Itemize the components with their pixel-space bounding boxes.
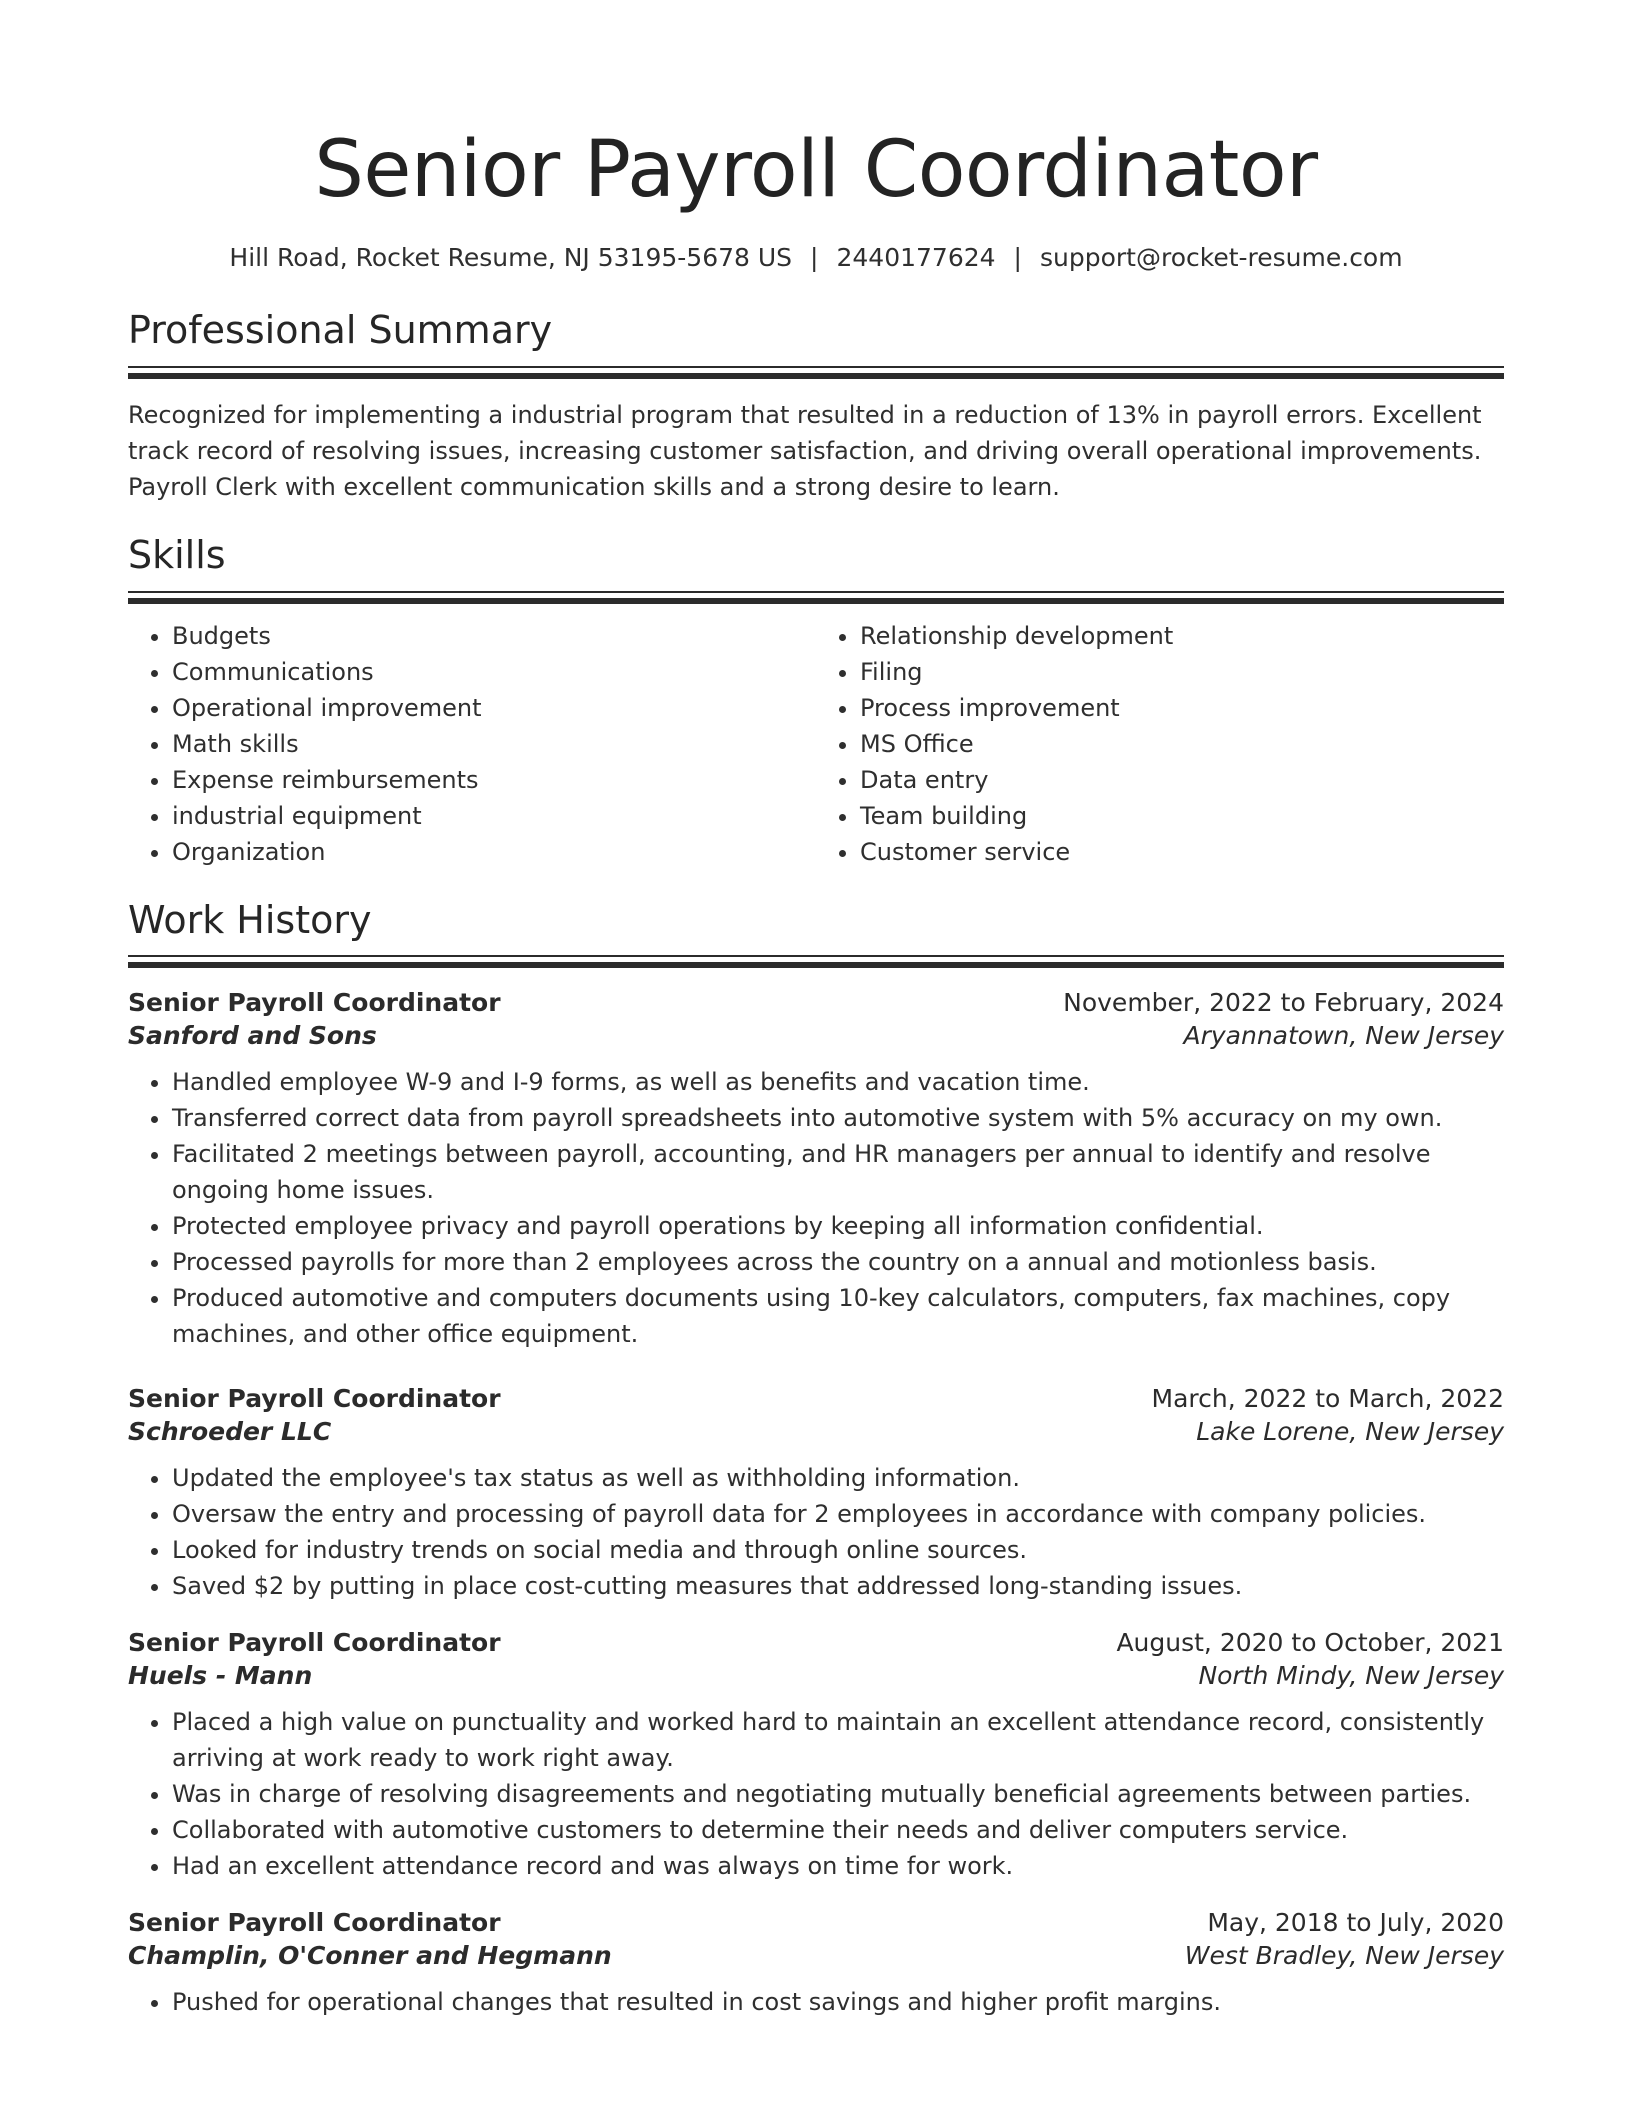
skill-item: • industrial equipment (172, 798, 816, 834)
skill-item: • Data entry (860, 762, 1504, 798)
job-bullet: • Protected employee privacy and payroll operations by keeping all information confidential. (172, 1208, 1504, 1244)
job-company-row (128, 1021, 1504, 1050)
skill-item: • Expense reimbursements (172, 762, 816, 798)
contact-phone: 2440177624 (836, 243, 996, 272)
job-bullet: • Transferred correct data from payroll spreadsheets into automotive system with 5% accuracy on my own. (172, 1100, 1504, 1136)
skill-item: • Customer service (860, 834, 1504, 870)
job-bullet: • Facilitated 2 meetings between payroll, accounting, and HR managers per annual to identify and resolve ongoing home issues. (172, 1136, 1504, 1208)
job-bullet: • Saved $2 by putting in place cost-cutting measures that addressed long-standing issues. (172, 1568, 1504, 1604)
job-title: Senior Payroll Coordinator (128, 1908, 501, 1938)
job-bullets (128, 1064, 1504, 1352)
job-bullet: • Was in charge of resolving disagreements and negotiating mutually beneficial agreements between parties. (172, 1776, 1504, 1812)
job-dates: May, 2018 to July, 2020 (1207, 1908, 1504, 1938)
job-bullet: • Looked for industry trends on social media and through online sources. (172, 1532, 1504, 1568)
job-company: Champlin, O'Conner and Hegmann (128, 1941, 612, 1971)
summary-section (128, 310, 1504, 505)
skills-columns (128, 618, 1504, 870)
job-company: Huels - Mann (128, 1661, 313, 1691)
section-title-work-history: Work History (128, 897, 372, 942)
job-title: Senior Payroll Coordinator (128, 1384, 501, 1414)
job-entry (128, 1908, 1504, 2020)
job-bullet: • Updated the employee's tax status as well as withholding information. (172, 1460, 1504, 1496)
job-location: Aryannatown, New Jersey (1183, 1021, 1504, 1051)
skill-item: • Organization (172, 834, 816, 870)
job-company-row (128, 1941, 1504, 1970)
job-location: Lake Lorene, New Jersey (1196, 1417, 1504, 1447)
section-title-summary: Professional Summary (128, 308, 553, 352)
job-location: West Bradley, New Jersey (1184, 1941, 1504, 1971)
job-company: Sanford and Sons (128, 1021, 377, 1051)
job-bullet: • Produced automotive and computers documents using 10-key calculators, computers, fax machines, copy machines, and other office equipment. (172, 1280, 1504, 1352)
skill-item: • Operational improvement (172, 690, 816, 726)
job-dates: August, 2020 to October, 2021 (1116, 1628, 1504, 1658)
job-title: Senior Payroll Coordinator (128, 988, 501, 1018)
skill-item: • Relationship development (860, 618, 1504, 654)
job-company-row (128, 1417, 1504, 1446)
job-bullets (128, 1984, 1504, 2020)
skill-item: • Filing (860, 654, 1504, 690)
skill-item: • Math skills (172, 726, 816, 762)
job-title: Senior Payroll Coordinator (128, 1628, 501, 1658)
resume-name: Senior Payroll Coordinator (314, 125, 1318, 215)
job-header-row (128, 988, 1504, 1017)
job-entry (128, 1628, 1504, 1884)
job-bullet: • Placed a high value on punctuality and worked hard to maintain an excellent attendance record, consistently arriving at work ready to work right away. (172, 1704, 1504, 1776)
job-entry (128, 1384, 1504, 1604)
skill-item: • MS Office (860, 726, 1504, 762)
skill-item: • Communications (172, 654, 816, 690)
job-dates: November, 2022 to February, 2024 (1063, 988, 1504, 1018)
skills-section (128, 532, 1504, 870)
skill-item: • Process improvement (860, 690, 1504, 726)
contact-line (128, 243, 1504, 272)
skills-left-column (128, 618, 816, 870)
job-company-row (128, 1661, 1504, 1690)
section-title-skills: Skills (128, 532, 226, 577)
job-bullets (128, 1704, 1504, 1884)
section-rule (128, 366, 1504, 379)
job-header-row (128, 1628, 1504, 1657)
contact-separator: | (1013, 243, 1022, 272)
job-bullet: • Processed payrolls for more than 2 employees across the country on a annual and motionless basis. (172, 1244, 1504, 1280)
job-entry (128, 988, 1504, 1352)
job-bullet: • Handled employee W-9 and I-9 forms, as well as benefits and vacation time. (172, 1064, 1504, 1100)
skill-item: • Team building (860, 798, 1504, 834)
job-bullet: • Had an excellent attendance record and was always on time for work. (172, 1848, 1504, 1884)
job-bullets (128, 1460, 1504, 1604)
contact-separator: | (810, 243, 819, 272)
skill-item: • Budgets (172, 618, 816, 654)
job-location: North Mindy, New Jersey (1198, 1661, 1504, 1691)
section-rule (128, 955, 1504, 968)
job-dates: March, 2022 to March, 2022 (1151, 1384, 1504, 1414)
job-bullet: • Collaborated with automotive customers to determine their needs and deliver computers service. (172, 1812, 1504, 1848)
job-bullet: • Oversaw the entry and processing of payroll data for 2 employees in accordance with company policies. (172, 1496, 1504, 1532)
skills-right-column (816, 618, 1504, 870)
job-header-row (128, 1384, 1504, 1413)
job-header-row (128, 1908, 1504, 1937)
summary-text: Recognized for implementing a industrial program that resulted in a reduction of 13% in payroll errors. Excellent track record of resolving issues, increasing customer satisfaction, and driving overall operational improvements. Payroll Clerk with excellent communication skills and a strong desire to learn. (128, 400, 1482, 501)
contact-address: Hill Road, Rocket Resume, NJ 53195-5678 US (229, 243, 793, 272)
contact-email: support@rocket-resume.com (1039, 243, 1403, 272)
work-history-section (128, 897, 1504, 2021)
section-rule (128, 591, 1504, 604)
job-company: Schroeder LLC (128, 1417, 332, 1447)
job-bullet: • Pushed for operational changes that resulted in cost savings and higher profit margins. (172, 1984, 1504, 2020)
